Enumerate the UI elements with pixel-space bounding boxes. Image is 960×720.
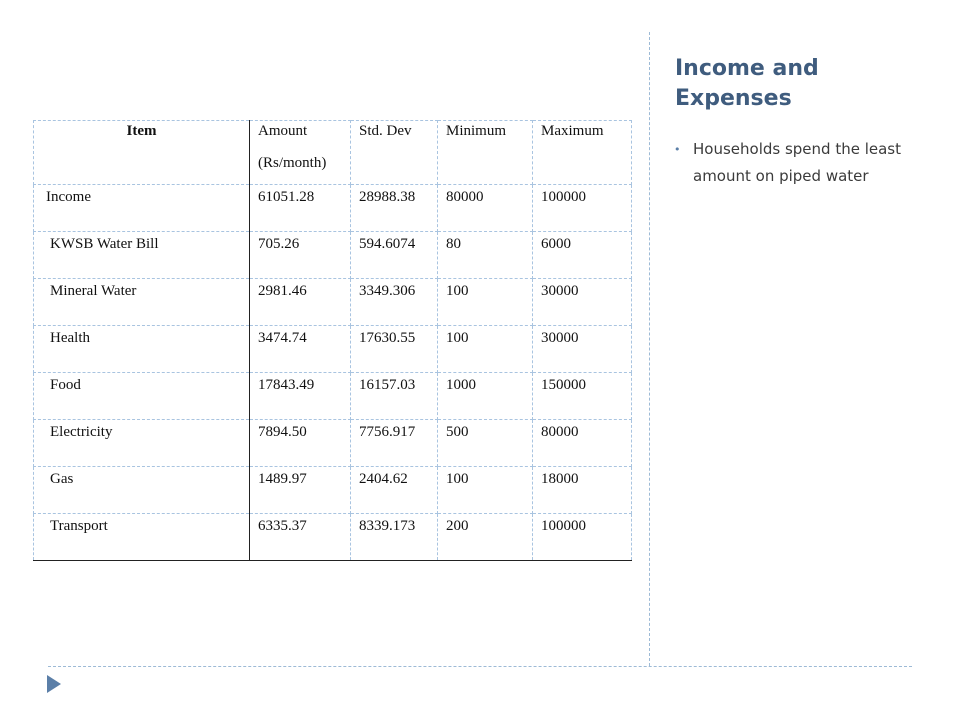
cell-minimum: 80 [438, 232, 533, 279]
cell-item: Food [34, 373, 250, 420]
header-std-dev: Std. Dev [351, 121, 438, 185]
cell-amount: 3474.74 [250, 326, 351, 373]
cell-item: Gas [34, 467, 250, 514]
bullet-text: Households spend the least amount on piped water [693, 140, 901, 185]
header-amount-unit: (Rs/month) [258, 155, 327, 171]
table-row [34, 232, 632, 279]
bullet-icon: • [674, 143, 681, 156]
table-row [34, 420, 632, 467]
cell-std-dev: 7756.917 [351, 420, 438, 467]
cell-amount: 7894.50 [250, 420, 351, 467]
table-row [34, 373, 632, 420]
cell-std-dev: 8339.173 [351, 514, 438, 561]
table-row [34, 467, 632, 514]
bullet-item [672, 136, 922, 190]
table-row [34, 326, 632, 373]
vertical-divider [649, 32, 650, 666]
table-row [34, 514, 632, 561]
cell-item: KWSB Water Bill [34, 232, 250, 279]
header-amount-label: Amount [258, 123, 308, 139]
header-amount [250, 121, 351, 185]
horizontal-divider [48, 666, 912, 667]
cell-minimum: 500 [438, 420, 533, 467]
cell-std-dev: 17630.55 [351, 326, 438, 373]
cell-item: Electricity [34, 420, 250, 467]
table-row [34, 185, 632, 232]
cell-maximum: 100000 [533, 185, 632, 232]
table-body [34, 185, 632, 561]
cell-item: Income [34, 185, 250, 232]
cell-maximum: 6000 [533, 232, 632, 279]
cell-maximum: 80000 [533, 420, 632, 467]
cell-minimum: 200 [438, 514, 533, 561]
cell-item: Health [34, 326, 250, 373]
cell-maximum: 100000 [533, 514, 632, 561]
cell-maximum: 30000 [533, 326, 632, 373]
cell-minimum: 100 [438, 326, 533, 373]
cell-maximum: 150000 [533, 373, 632, 420]
expenses-table-container [33, 120, 632, 561]
table-row [34, 279, 632, 326]
cell-maximum: 30000 [533, 279, 632, 326]
cell-amount: 61051.28 [250, 185, 351, 232]
cell-amount: 2981.46 [250, 279, 351, 326]
cell-item: Mineral Water [34, 279, 250, 326]
cell-std-dev: 16157.03 [351, 373, 438, 420]
cell-item: Transport [34, 514, 250, 561]
bullet-list [672, 136, 922, 190]
header-maximum: Maximum [533, 121, 632, 185]
cell-amount: 705.26 [250, 232, 351, 279]
cell-std-dev: 3349.306 [351, 279, 438, 326]
cell-maximum: 18000 [533, 467, 632, 514]
cell-std-dev: 28988.38 [351, 185, 438, 232]
cell-amount: 6335.37 [250, 514, 351, 561]
cell-minimum: 100 [438, 279, 533, 326]
cell-minimum: 100 [438, 467, 533, 514]
cell-std-dev: 2404.62 [351, 467, 438, 514]
right-triangle-arrow-icon [47, 675, 61, 693]
table-header-row [34, 121, 632, 185]
cell-std-dev: 594.6074 [351, 232, 438, 279]
cell-amount: 1489.97 [250, 467, 351, 514]
cell-amount: 17843.49 [250, 373, 351, 420]
header-minimum: Minimum [438, 121, 533, 185]
header-item: Item [34, 121, 250, 185]
cell-minimum: 80000 [438, 185, 533, 232]
slide-title: Income and Expenses [675, 56, 819, 111]
cell-minimum: 1000 [438, 373, 533, 420]
expenses-table [33, 120, 632, 561]
